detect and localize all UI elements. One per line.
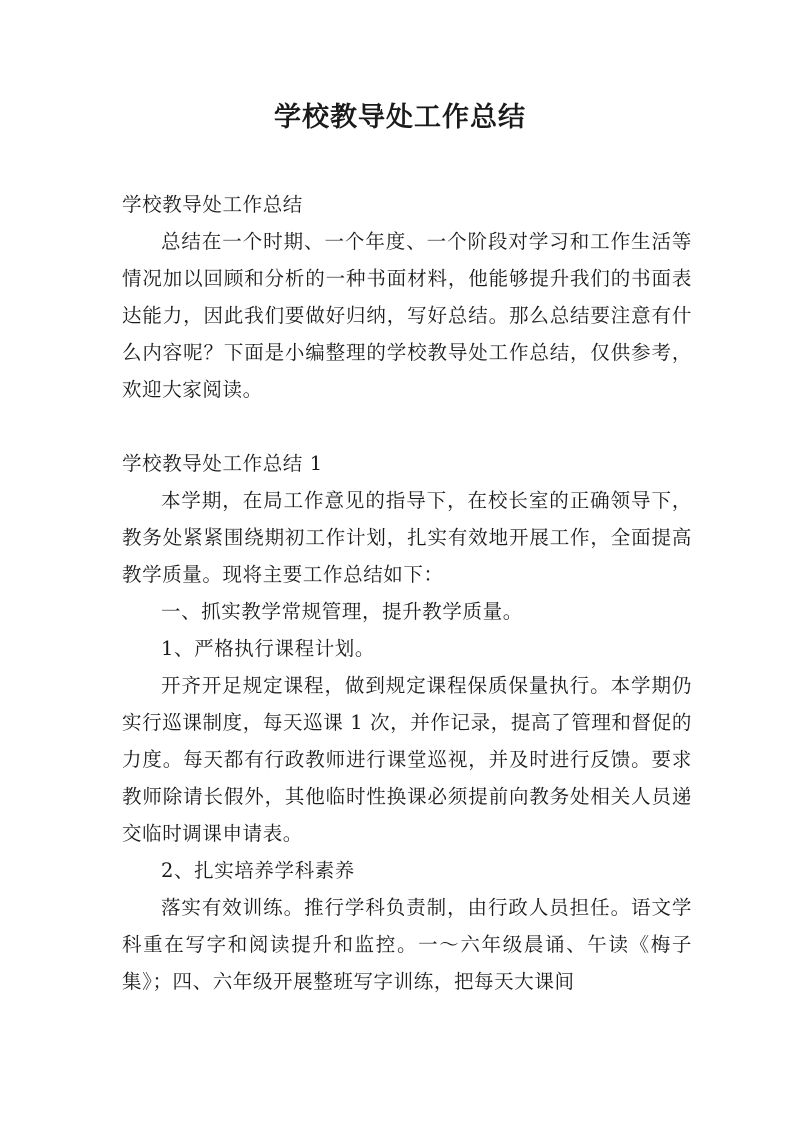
document-body (122, 186, 692, 1000)
section-paragraph: 本学期，在局工作意见的指导下，在校长室的正确领导下，教务处紧紧围绕期初工作计划，扎实有效地开展工作，全面提高教学质量。现将主要工作总结如下： (122, 489, 692, 586)
point-heading: 一、抓实教学常规管理，提升教学质量。 (161, 600, 523, 623)
sub-heading-1: 1、严格执行课程计划。 (161, 637, 376, 660)
intro-paragraph: 总结在一个时期、一个年度、一个阶段对学习和工作生活等情况加以回顾和分析的一种书面材料，他能够提升我们的书面表达能力，因此我们要做好归纳，写好总结。那么总结要注意有什么内容呢？下面是小编整理的学校教导处工作总结，仅供参考，欢迎大家阅读。 (122, 230, 692, 401)
sub-paragraph-1: 开齐开足规定课程，做到规定课程保质保量执行。本学期仍实行巡课制度，每天巡课 1 次，并作记录，提高了管理和督促的力度。每天都有行政教师进行课堂巡视，并及时进行反馈。要求教师除请长假外，其他临时性换课必须提前向教务处相关人员递交临时调课申请表。 (122, 674, 692, 845)
sub-paragraph-2: 落实有效训练。推行学科负责制，由行政人员担任。语文学科重在写字和阅读提升和监控。一～六年级晨诵、午读《梅子集》；四、六年级开展整班写字训练，把每天大课间 (122, 896, 692, 993)
document-title: 学校教导处工作总结 (274, 102, 526, 133)
section-heading: 学校教导处工作总结 1 (122, 452, 323, 475)
document-subtitle: 学校教导处工作总结 (122, 193, 303, 216)
sub-heading-2: 2、扎实培养学科素养 (161, 859, 355, 882)
